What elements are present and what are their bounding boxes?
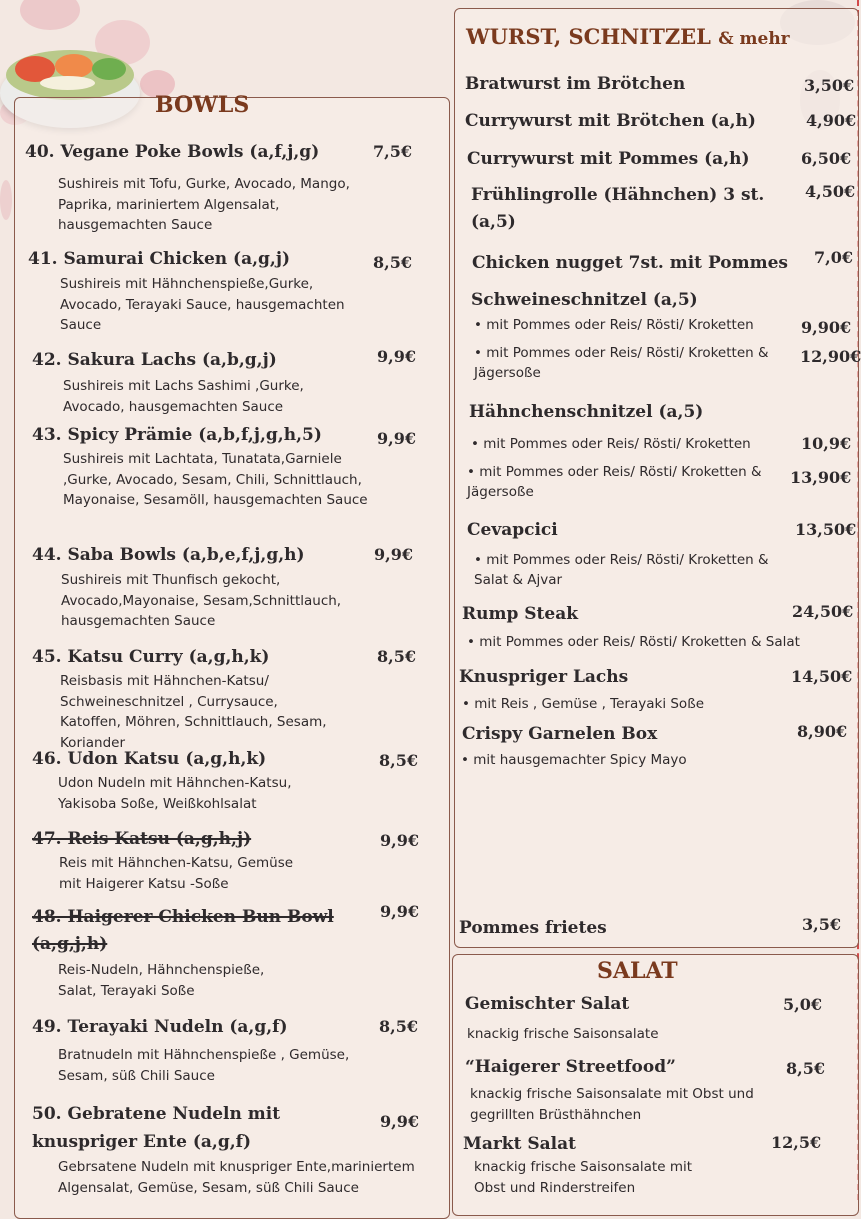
item-price: 12,90€ <box>800 347 861 366</box>
item-name: 50. Gebratene Nudeln mit knuspriger Ente (a,g,f) <box>32 1104 281 1152</box>
item-price: 24,50€ <box>792 602 854 621</box>
item-name: Bratwurst im Brötchen <box>465 74 686 94</box>
item-name: “Haigerer Streetfood” <box>465 1057 676 1077</box>
item-price: 8,5€ <box>379 751 418 770</box>
item-price: 8,90€ <box>797 722 848 741</box>
item-option: • mit Reis , Gemüse , Terayaki Soße <box>462 696 705 712</box>
item-description: Sushireis mit Hähnchenspieße,Gurke, Avocado, Terayaki Sauce, hausgemachten Sauce <box>60 276 345 333</box>
item-name: Rump Steak <box>462 604 579 624</box>
item-name: Crispy Garnelen Box <box>462 724 658 744</box>
item-price: 3,50€ <box>804 76 855 95</box>
item-price: 9,90€ <box>801 318 852 337</box>
item-name: Markt Salat <box>463 1134 576 1154</box>
item-option: • mit Pommes oder Reis/ Rösti/ Kroketten & Jägersoße <box>474 345 769 381</box>
item-name: Pommes frietes <box>459 918 607 938</box>
item-option: • mit Pommes oder Reis/ Rösti/ Kroketten <box>474 317 754 333</box>
item-price: 4,90€ <box>806 111 857 130</box>
item-price: 7,0€ <box>814 248 853 267</box>
item-option: • mit Pommes oder Reis/ Rösti/ Kroketten <box>471 436 751 452</box>
item-price: 8,5€ <box>379 1017 418 1036</box>
item-description: Reisbasis mit Hähnchen-Katsu/ Schweineschnitzel , Currysauce, Katoffen, Möhren, Schnittlauch, Sesam, Koriander <box>60 673 327 751</box>
item-price: 12,5€ <box>771 1133 822 1152</box>
item-price: 13,50€ <box>795 520 857 539</box>
item-name: Chicken nugget 7st. mit Pommes <box>472 253 788 273</box>
item-price: 9,9€ <box>374 545 413 564</box>
item-description: Sushireis mit Thunfisch gekocht, Avocado,Mayonaise, Sesam,Schnittlauch, hausgemachten Sauce <box>61 572 342 629</box>
item-description: Sushireis mit Lachtata, Tunatata,Garniele ,Gurke, Avocado, Sesam, Chili, Schnittlauch, Mayonaise, Sesamöll, hausgemachten Sauce <box>63 451 368 508</box>
item-name: Gemischter Salat <box>465 994 630 1014</box>
item-option: • mit Pommes oder Reis/ Rösti/ Kroketten & Salat <box>467 634 800 650</box>
item-price: 6,50€ <box>801 149 852 168</box>
item-price: 10,9€ <box>801 434 852 453</box>
item-price: 9,9€ <box>377 347 416 366</box>
item-description: Gebrsatene Nudeln mit knuspriger Ente,mariniertem Algensalat, Gemüse, Sesam, süß Chili Sauce <box>58 1159 415 1196</box>
item-price: 8,5€ <box>786 1059 825 1078</box>
item-description: Sushireis mit Tofu, Gurke, Avocado, Mango, Paprika, mariniertem Algensalat, hausgemachten Sauce <box>58 176 350 233</box>
salat-title: SALAT <box>597 958 678 984</box>
item-price: 7,5€ <box>373 142 412 161</box>
item-description: Bratnudeln mit Hähnchenspieße , Gemüse, Sesam, süß Chili Sauce <box>58 1047 350 1084</box>
item-price: 14,50€ <box>791 667 853 686</box>
item-name: Schweineschnitzel (a,5) <box>471 290 698 310</box>
item-description: Reis mit Hähnchen-Katsu, Gemüse mit Haigerer Katsu -Soße <box>59 855 294 892</box>
item-price: 9,9€ <box>380 831 419 850</box>
item-name: Frühlingrolle (Hähnchen) 3 st. (a,5) <box>471 185 765 232</box>
item-price: 8,5€ <box>377 647 416 666</box>
item-description: Udon Nudeln mit Hähnchen-Katsu, Yakisoba Soße, Weißkohlsalat <box>58 775 292 812</box>
item-name: 47. Reis Katsu (a,g,h,j) <box>32 829 252 849</box>
bowls-title: BOWLS <box>155 92 250 118</box>
wurst-title <box>466 24 790 49</box>
item-name: Hähnchenschnitzel (a,5) <box>469 402 704 422</box>
item-name: 48. Haigerer Chicken Bun Bowl (a,g,j,h) <box>32 907 334 954</box>
item-name: 49. Terayaki Nudeln (a,g,f) <box>32 1017 288 1037</box>
item-name: Cevapcici <box>467 520 558 540</box>
item-price: 4,50€ <box>805 182 856 201</box>
item-name: 41. Samurai Chicken (a,g,j) <box>28 249 291 269</box>
item-price: 9,9€ <box>380 902 419 921</box>
item-description: knackig frische Saisonsalate mit Obst und gegrillten Brüsthähnchen <box>470 1086 754 1123</box>
item-name: Currywurst mit Brötchen (a,h) <box>465 111 756 131</box>
item-name: 40. Vegane Poke Bowls (a,f,j,g) <box>25 142 320 162</box>
item-price: 5,0€ <box>783 995 822 1014</box>
wurst-title-text: WURST, SCHNITZEL <box>466 24 711 49</box>
item-name: 44. Saba Bowls (a,b,e,f,j,g,h) <box>32 545 305 565</box>
item-price: 9,9€ <box>377 429 416 448</box>
item-price: 8,5€ <box>373 253 412 272</box>
item-name: Currywurst mit Pommes (a,h) <box>467 149 750 169</box>
item-option: • mit hausgemachter Spicy Mayo <box>461 752 687 768</box>
item-name: 42. Sakura Lachs (a,b,g,j) <box>32 350 277 370</box>
item-description: Reis-Nudeln, Hähnchenspieße, Salat, Terayaki Soße <box>58 962 265 999</box>
item-name: Knuspriger Lachs <box>459 667 629 687</box>
wurst-title-suffix: & mehr <box>718 29 790 49</box>
item-description: knackig frische Saisonsalate mit Obst und Rinderstreifen <box>474 1159 693 1196</box>
item-name: 43. Spicy Prämie (a,b,f,j,g,h,5) <box>32 425 322 445</box>
item-description: Sushireis mit Lachs Sashimi ,Gurke, Avocado, hausgemachten Sauce <box>63 378 304 415</box>
item-price: 3,5€ <box>802 915 841 934</box>
item-price: 13,90€ <box>790 468 852 487</box>
item-name: 45. Katsu Curry (a,g,h,k) <box>32 647 270 667</box>
item-description: knackig frische Saisonsalate <box>467 1026 659 1042</box>
item-option: • mit Pommes oder Reis/ Rösti/ Kroketten & Salat & Ajvar <box>474 552 769 588</box>
item-price: 9,9€ <box>380 1112 419 1131</box>
item-name: 46. Udon Katsu (a,g,h,k) <box>32 749 267 769</box>
item-option: • mit Pommes oder Reis/ Rösti/ Kroketten & Jägersoße <box>467 464 762 500</box>
